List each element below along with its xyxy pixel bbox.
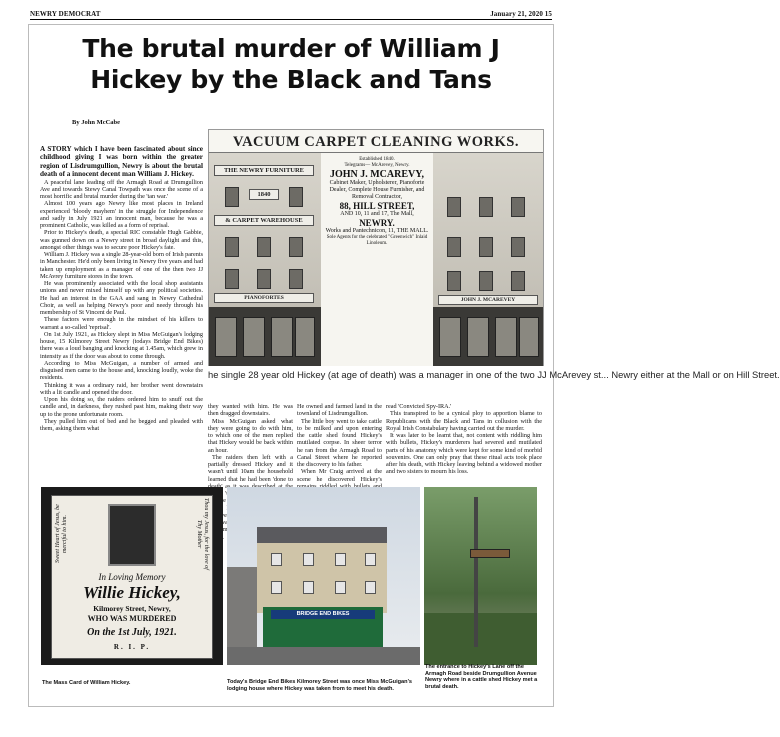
paragraph: On 1st July 1921, as Hickey slept in Miss McGuigan's lodging house, 15 Kilmorey Street Newry (todays Bridge End Bikes) there was a loud banging and knocking at 1.45am, which grew in intensity as if the door was about to come through. bbox=[40, 330, 203, 360]
shop-window bbox=[225, 187, 239, 207]
side-building bbox=[227, 567, 257, 647]
ad-works: Works and Pantechnicon, 11, THE MALL. bbox=[325, 228, 429, 234]
hedge bbox=[424, 613, 537, 665]
mass-card-rip: R. I. P. bbox=[113, 643, 151, 651]
lead-paragraph: A STORY which I have been fascinated about since childhood giving I was born within the greater region of Lisdrumgullion, Newry is about the brutal death of a innocent decent man William J. Hickey. bbox=[40, 145, 203, 179]
ad-established: Established 1840. bbox=[359, 157, 395, 162]
paragraph: When Mr Craig arrived at the scene he discovered Hickey's bbox=[297, 468, 382, 483]
shop-window bbox=[479, 271, 493, 291]
paragraph: was James bbox=[217, 519, 233, 534]
shop-window bbox=[479, 237, 493, 257]
mass-card-caption: The Mass Card of William Hickey. bbox=[42, 680, 131, 686]
headline: The brutal murder of William J Hickey by the Black and Tans bbox=[82, 34, 500, 94]
paragraph: They pulled him out of bed and he begged and pleaded with them, asking them what bbox=[40, 417, 203, 433]
paragraph: The raiders then left with a partially dressed Hickey and it wasn't until 10am the household learned that he had been 'done to bbox=[208, 453, 293, 483]
ad-agents: Sole Agents for the celebrated "Greenwich" Inlaid Linoleum. bbox=[326, 235, 428, 246]
shop-sign-top: THE NEWRY FURNITURE bbox=[214, 165, 314, 176]
mass-card-address: Kilmorey Street, Newry, bbox=[93, 604, 171, 613]
main-photo-caption: he single 28 year old Hickey (at age of death) was a manager in one of the two JJ McArevey st... Newry either at the Mall or on Hill Street. bbox=[208, 366, 544, 396]
building-window bbox=[271, 553, 282, 566]
paragraph: It was later to be learnt that, not content with riddling him with bullets, Hickey's murderers had severed and mutilated parts of his anatomy which were kept for some kind of morbid souvenirs. One can only pray that these ritual acts took place after his death, with Hickey leaving behind a widowed mother and two sisters to mourn his loss. bbox=[386, 432, 542, 476]
shopfront-sign: JOHN J. MCAREVEY bbox=[438, 295, 538, 305]
shop-window bbox=[479, 197, 493, 217]
paragraph: According to Miss McGuigan, a number of armed and disguised men came to the house and, knocking loudly, woke the residents. bbox=[40, 359, 203, 382]
shopfront bbox=[433, 307, 543, 367]
shop-window bbox=[225, 237, 239, 257]
shop-window bbox=[511, 237, 525, 257]
ad-town: NEWRY. bbox=[359, 218, 395, 228]
shop-window bbox=[257, 269, 271, 289]
shop-window bbox=[447, 197, 461, 217]
paragraph: Almost 100 years ago Newry like most places in Ireland experienced 'bloody mayhem' in the struggle for Independence and sadly in July 1921 an innocent man, because he was a prominent Catholic, was killed as a form of reprisal. bbox=[40, 200, 203, 230]
shopfront bbox=[209, 307, 321, 367]
building-window bbox=[365, 581, 376, 594]
shop-pane bbox=[215, 317, 237, 357]
shop-pane bbox=[467, 317, 489, 357]
paragraph: Upon his doing so, the raiders ordered him to snuff out the candle and, in darkness, they rushed past him, making their way up to the prone unfortunate room. bbox=[40, 396, 203, 418]
column-1 bbox=[40, 145, 203, 504]
byline: By John McCabe bbox=[72, 119, 121, 126]
hickeys-lane-photo bbox=[424, 487, 537, 665]
paragraph: read 'Convicted Spy-IRA.' bbox=[386, 403, 452, 410]
shop-right bbox=[433, 153, 543, 367]
shop-window bbox=[289, 269, 303, 289]
mass-card-in-loving-memory: In Loving Memory bbox=[98, 572, 166, 582]
date-page-number: January 21, 2020 15 bbox=[490, 10, 552, 18]
shopfront-sign: PIANOFORTES bbox=[214, 293, 314, 303]
ad-name: JOHN J. MCAREVY, bbox=[329, 169, 425, 180]
shop-window bbox=[289, 237, 303, 257]
mass-card-verse-right: Thou my Jesus, for the love of Thy Mother bbox=[196, 498, 209, 570]
paragraph: This transpired to be a cynical ploy to apportion blame to Republicans with the Black and Tans in collusion with the Royal Irish Constabulary having carried out the murder. bbox=[386, 410, 542, 432]
shop-window bbox=[225, 269, 239, 289]
mass-card-name: Willie Hickey, bbox=[83, 583, 181, 602]
mass-card-photo bbox=[41, 487, 223, 665]
shop-sign-year: 1840 bbox=[249, 189, 279, 200]
column-3 bbox=[297, 403, 382, 487]
building-window bbox=[365, 553, 376, 566]
road bbox=[227, 647, 420, 665]
shop-pane bbox=[439, 317, 461, 357]
publication-name: NEWRY DEMOCRAT bbox=[30, 10, 101, 18]
roof bbox=[257, 527, 387, 543]
building-window bbox=[335, 553, 346, 566]
masthead bbox=[30, 6, 552, 18]
shop-pane bbox=[243, 317, 265, 357]
paragraph: He was prominently associated with the local shop assistants unions and never mixed himself up with any political societies. He had an interest in the GAA and sang in Newry Cathedral Choir, as well as helping Newry's poor and needy through his membership of St Vincent de Paul. bbox=[40, 280, 203, 317]
vacuum-banner: VACUUM CARPET CLEANING WORKS. bbox=[209, 130, 543, 153]
paragraph: Miss McGuigan asked what they were going to do with him, to which one of the men replied that Hickey would be back within an hour. bbox=[208, 417, 293, 454]
shop-window bbox=[447, 237, 461, 257]
paragraph: He owned and farmed land in the townland of Lisdrumgullion. bbox=[297, 403, 382, 418]
hickey-portrait bbox=[108, 504, 156, 566]
column-2 bbox=[208, 403, 293, 534]
shop-sign-bottom: & CARPET WAREHOUSE bbox=[214, 215, 314, 226]
ad-trades: Cabinet Maker, Upholsterer, Pianoforte Dealer, Complete House Furnisher, and Removal Contractor, bbox=[329, 180, 425, 200]
shop-window bbox=[511, 197, 525, 217]
shop-pane bbox=[271, 317, 293, 357]
shop-window bbox=[447, 271, 461, 291]
store-sign: BRIDGE END BIKES bbox=[271, 610, 375, 619]
ad-address-1: 88, HILL STREET, bbox=[339, 201, 415, 211]
lane-signpost bbox=[470, 549, 510, 558]
building-window bbox=[335, 581, 346, 594]
mass-card-verse-left: Sweet Heart of Jesus, be merciful to him. bbox=[55, 504, 68, 564]
column-4 bbox=[386, 403, 542, 487]
paragraph: Prior to Hickey's death, a special RIC constable Hugh Gabbie, was gunned down on a Newry street in broad daylight and this, amongst other things was to secure poor Hickey's fate. bbox=[40, 229, 203, 251]
paragraph: A peaceful lane leading off the Armagh Road at Drumgullion Ave and towards Stewy Canal Towpath was once the scene of a most horrific and brutal murder during the 'tan war.' bbox=[40, 178, 203, 201]
bridge-end-bikes-photo bbox=[227, 487, 420, 665]
mass-card-murdered: WHO WAS MURDERED bbox=[87, 614, 177, 623]
lane-photo-caption: The entrance to Hickey's Lane off the Armagh Road beside Drumgullion Avenue Newry where in a cattle shed Hickey met a brutal death. bbox=[425, 664, 538, 690]
sign-pole bbox=[474, 497, 478, 647]
shop-left bbox=[209, 153, 321, 367]
mcarevey-advert bbox=[321, 153, 433, 367]
mass-card bbox=[51, 495, 213, 659]
street-photo-caption: Today's Bridge End Bikes Kilmorey Street was once Miss McGuigan's lodging house where Hickey was taken from to meet his death. bbox=[227, 679, 413, 692]
shop-pane bbox=[495, 317, 517, 357]
building-window bbox=[303, 581, 314, 594]
paragraph: These factors were enough in the mindset of his killers to warrant a so-called 'reprisal'. bbox=[40, 316, 203, 331]
masthead-rule bbox=[30, 19, 552, 20]
building-window bbox=[303, 553, 314, 566]
shop-window bbox=[511, 271, 525, 291]
paragraph: The little boy went to take cattle to be milked and upon entering the cattle shed found Hickey's mutilated corpse. In sheer terror he ran from the Armagh Road to Canal Street where he reported the discovery to his father. bbox=[297, 417, 382, 468]
paragraph: they wanted with him. He was then dragged downstairs. bbox=[208, 403, 293, 418]
paragraph: William J. Hickey was a single 28-year-old born of Irish parents in Manchester. He'd only been living in Newry five years and had taken up employment as a manager of one of the then two JJ McAvrey furniture stores in the town. bbox=[40, 251, 203, 280]
ad-telegrams: Telegrams— McArevey, Newry. bbox=[344, 163, 410, 168]
mcarevey-shop-photo bbox=[208, 129, 544, 366]
shop-window bbox=[289, 187, 303, 207]
ad-address-2: AND 10, 11 and 17, The Mall, bbox=[340, 211, 414, 217]
shop-pane bbox=[295, 317, 315, 357]
mass-card-date: On the 1st July, 1921. bbox=[87, 627, 177, 638]
shop-window bbox=[257, 237, 271, 257]
building-window bbox=[271, 581, 282, 594]
paragraph: Thinking it was a ordinary raid, her brother went downstairs with a lit candle and opened the door. bbox=[40, 381, 203, 396]
shop-pane bbox=[519, 317, 539, 357]
